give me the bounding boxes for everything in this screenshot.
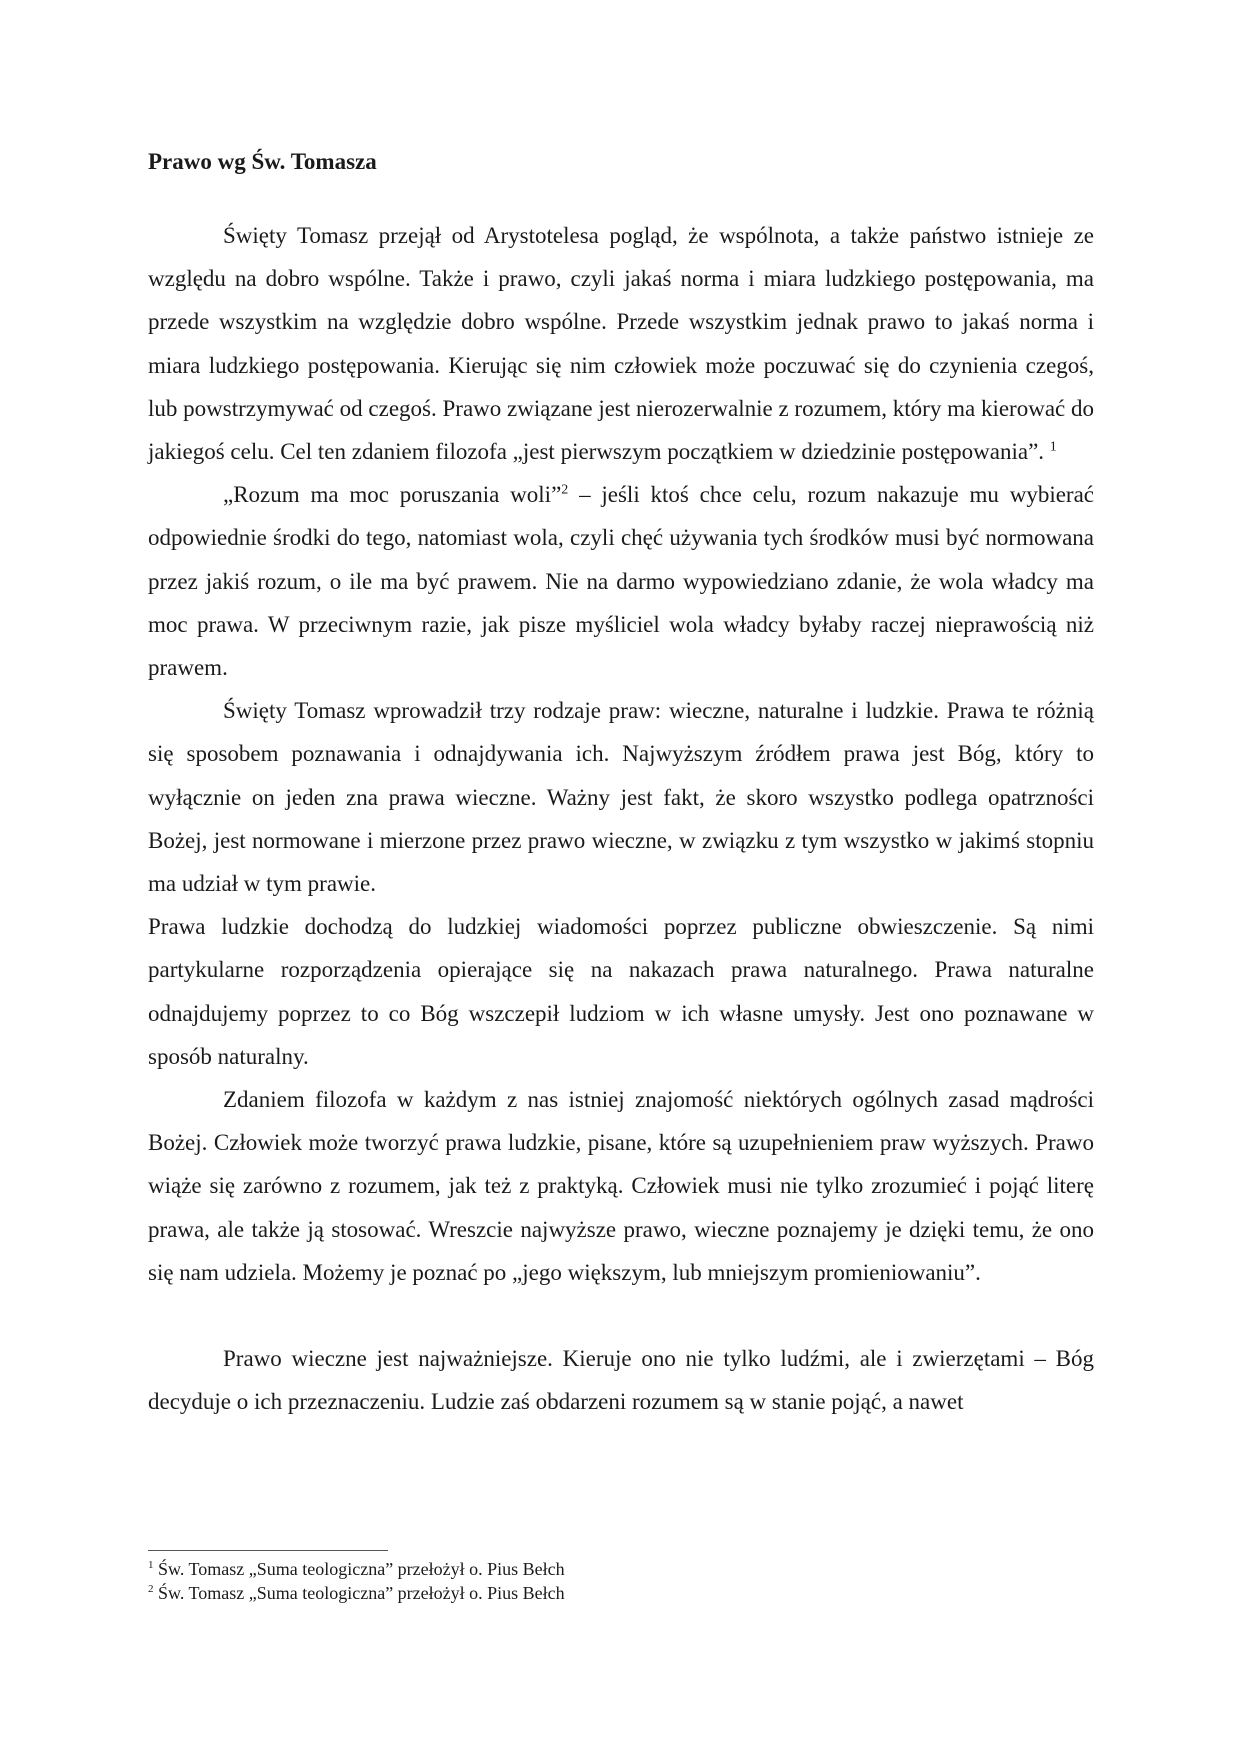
paragraph-6: Prawo wieczne jest najważniejsze. Kieruje ono nie tylko ludźmi, ale i zwierzętami – Bóg decyduje o ich przeznaczeniu. Ludzie zaś obdarzeni rozumem są w stanie pojąć, a nawet bbox=[148, 1346, 1094, 1415]
paragraph-2-quote: „Rozum ma moc poruszania woli” bbox=[223, 482, 562, 508]
footnote-ref-1[interactable]: 1 bbox=[1049, 439, 1057, 455]
document-body bbox=[148, 140, 1094, 1423]
paragraph-1-text: Święty Tomasz przejął od Arystotelesa pogląd, że wspólnota, a także państwo istnieje ze względu na dobro wspólne. Także i prawo, czyli jakaś norma i miara ludzkiego postępowania, ma przede wszystkim na względzie dobro wspólne. Przede wszystkim jednak prawo to jakaś norma i miara ludzkiego postępowania. Kierując się nim człowiek może poczuwać się do czynienia czegoś, lub powstrzymywać od czegoś. Prawo związane jest nierozerwalnie z rozumem, który ma kierować do jakiegoś celu. Cel ten zdaniem filozofa „jest pierwszym początkiem w dziedzinie postępowania”. bbox=[148, 223, 1094, 465]
paragraph-2-text: – jeśli ktoś chce celu, rozum nakazuje mu wybierać odpowiednie środki do tego, natomiast wola, czyli chęć używania tych środków musi być normowana przez jakiś rozum, o ile ma być prawem. Nie na darmo wypowiedziano zdanie, że wola władcy ma moc prawa. W przeciwnym razie, jak pisze myśliciel wola władcy byłaby raczej nieprawością niż prawem. bbox=[148, 482, 1094, 681]
paragraph-3: Święty Tomasz wprowadził trzy rodzaje praw: wieczne, naturalne i ludzkie. Prawa te różnią się sposobem poznawania i odnajdywania ich. Najwyższym źródłem prawa jest Bóg, który to wyłącznie on jeden zna prawa wieczne. Ważny jest fakt, że skoro wszystko podlega opatrzności Bożej, jest normowane i mierzone przez prawo wieczne, w związku z tym wszystko w jakimś stopniu ma udział w tym prawie. bbox=[148, 698, 1094, 897]
footnote-ref-2[interactable]: 2 bbox=[561, 482, 569, 498]
footnote-2-text: Św. Tomasz „Suma teologiczna” przełożył o. Pius Bełch bbox=[153, 1583, 565, 1603]
footnote-divider bbox=[148, 1550, 388, 1551]
paragraph-5: Zdaniem filozofa w każdym z nas istniej znajomość niektórych ogólnych zasad mądrości Bożej. Człowiek może tworzyć prawa ludzkie, pisane, które są uzupełnieniem praw wyższych. Prawo wiąże się zarówno z rozumem, jak też z praktyką. Człowiek musi nie tylko zrozumieć i pojąć literę prawa, ale także ją stosować. Wreszcie najwyższe prawo, wieczne poznajemy je dzięki temu, że ono się nam udziela. Możemy je poznać po „jego większym, lub mniejszym promieniowaniu”. bbox=[148, 1087, 1094, 1285]
footnotes-section bbox=[148, 1550, 1094, 1605]
footnote-1-number: 1 bbox=[148, 1559, 154, 1571]
footnote-1-text: Św. Tomasz „Suma teologiczna” przełożył o. Pius Bełch bbox=[153, 1559, 565, 1579]
footnote-2-number: 2 bbox=[148, 1583, 154, 1595]
page-title: Prawo wg Św. Tomasza bbox=[148, 149, 377, 174]
paragraph-4: Prawa ludzkie dochodzą do ludzkiej wiadomości poprzez publiczne obwieszczenie. Są nimi partykularne rozporządzenia opierające się na nakazach prawa naturalnego. Prawa naturalne odnajdujemy poprzez to co Bóg wszczepił ludziom w ich własne umysły. Jest ono poznawane w sposób naturalny. bbox=[148, 914, 1094, 1069]
paragraph-1 bbox=[148, 214, 1094, 473]
footnote-1 bbox=[148, 1557, 1094, 1581]
footnote-2 bbox=[148, 1581, 1094, 1605]
paragraph-2 bbox=[148, 473, 1094, 689]
